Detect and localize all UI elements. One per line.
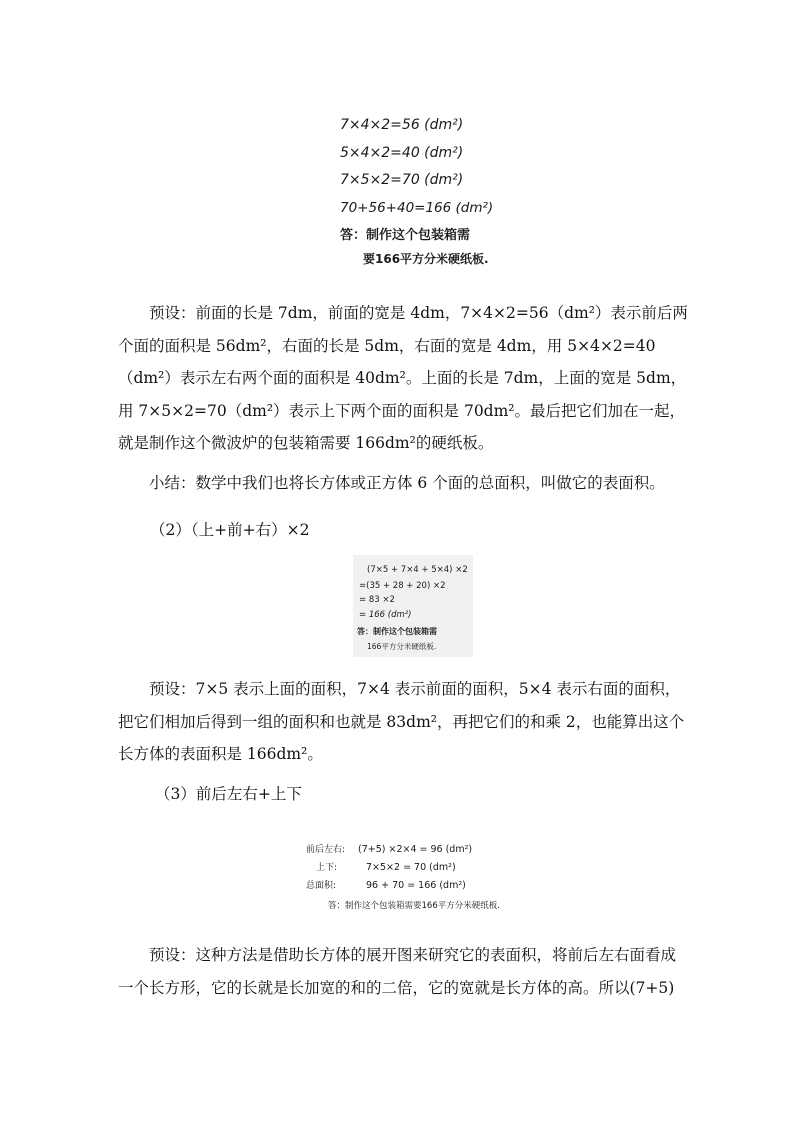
hw-expr: (7+5) ×2×4 = 96 (dm²) <box>358 844 473 855</box>
hw-line: 要166平方分米硬纸板. <box>363 252 489 266</box>
hw-line: = 166 (dm²) <box>359 610 412 620</box>
hw-label: 上下: <box>316 863 338 873</box>
paragraph-preset-3: 预设：这种方法是借助长方体的展开图来研究它的表面积，将前后左右面看成一个长方形，它的长就是长加宽的和的二倍，它的宽就是长方体的高。所以(7+5) <box>118 946 677 997</box>
hw-label: 总面积: <box>306 881 337 891</box>
hw-expr: 96 + 70 = 166 (dm²) <box>366 880 466 891</box>
paragraph-preset-1: 预设：前面的长是 7dm，前面的宽是 4dm，7×4×2=56（dm²）表示前后两个面的面积是 56dm²，右面的长是 5dm，右面的宽是 4dm，用 5×4×2=40（dm²）表示左右两个面的面积是 40dm²。上面的长是 7dm，上面的宽是 5dm，用 7×5×2=70（dm²）表示上下两个面的面积是 70dm²。最后把它们加在一起，就是制作这个微波炉的包装箱需要 166dm²的硬纸板。 <box>118 304 688 452</box>
method-2-heading: （2）（上+前+右）×2 <box>150 521 310 539</box>
handwritten-solution-image-2 <box>353 555 473 657</box>
hw-label: 前后左右: <box>306 845 346 855</box>
handwritten-solution-image-1 <box>325 105 505 275</box>
hw-line: =(35 + 28 + 20) ×2 <box>359 581 446 591</box>
hw-line: 70+56+40=166 (dm²) <box>340 200 494 216</box>
hw-line: (7×5 + 7×4 + 5×4) ×2 <box>367 565 468 575</box>
summary-paragraph: 小结：数学中我们也将长方体或正方体 6 个面的总面积，叫做它的表面积。 <box>149 474 665 492</box>
hw-answer: 答：制作这个包装箱需要166平方分米硬纸板. <box>328 901 500 911</box>
hw-line: 5×4×2=40 (dm²) <box>340 145 464 161</box>
hw-line: 答：制作这个包装箱需 <box>357 627 437 636</box>
hw-line: 7×5×2=70 (dm²) <box>340 172 464 188</box>
hw-line: 166平方分米硬纸板. <box>367 642 437 651</box>
handwritten-solution-image-3 <box>300 832 530 917</box>
hw-line: = 83 ×2 <box>359 595 395 605</box>
method-3-heading: （3）前后左右+上下 <box>155 785 302 803</box>
hw-line: 7×4×2=56 (dm²) <box>340 117 464 133</box>
hw-expr: 7×5×2 = 70 (dm²) <box>366 862 456 873</box>
hw-line: 答：制作这个包装箱需 <box>340 228 471 243</box>
paragraph-preset-2: 预设：7×5 表示上面的面积，7×4 表示前面的面积，5×4 表示右面的面积，把它们相加后得到一组的面积和也就是 83dm²，再把它们的和乘 2，也能算出这个长方体的表面积是 166dm²。 <box>118 680 685 763</box>
